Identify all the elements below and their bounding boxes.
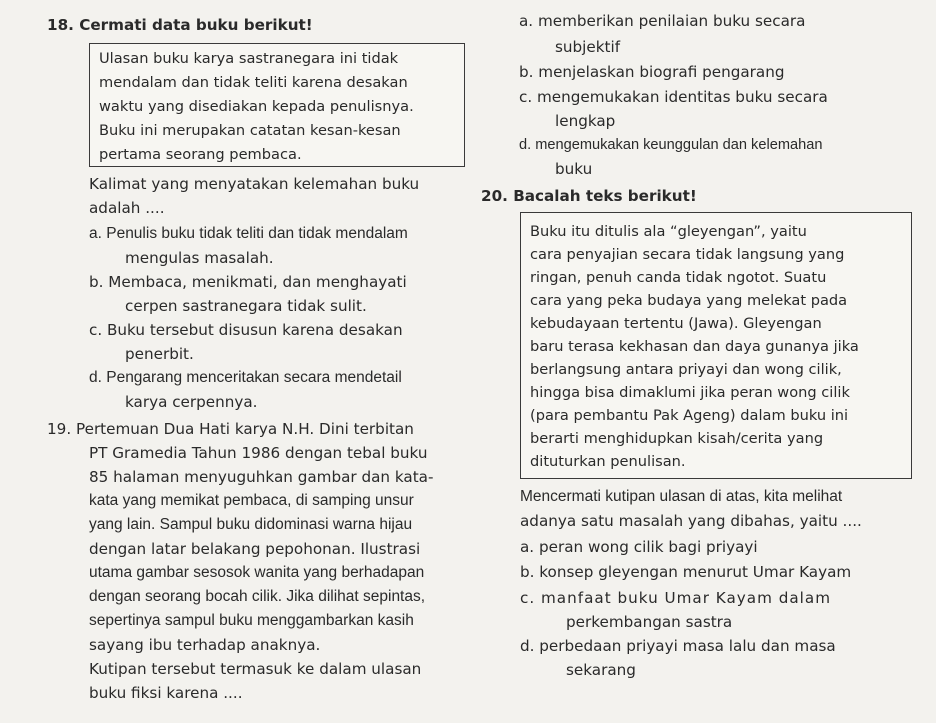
q18-excerpt-line: Ulasan buku karya sastranegara ini tidak xyxy=(99,50,399,67)
q20-excerpt-line: ringan, penuh canda tidak ngotot. Suatu xyxy=(530,269,827,286)
q19-option-d-cont: buku xyxy=(555,160,593,178)
q18-option-c[interactable]: c. Buku tersebut disusun karena desakan xyxy=(89,321,403,339)
q20-excerpt-line: dituturkan penulisan. xyxy=(530,453,686,470)
q20-option-c-cont: perkembangan sastra xyxy=(566,613,733,631)
q19-text: utama gambar sesosok wanita yang berhadapan xyxy=(89,564,425,581)
q20-excerpt-line: cara penyajian secara tidak langsung yang xyxy=(530,246,845,263)
q18-option-a-cont: mengulas masalah. xyxy=(125,249,274,267)
q19-text: Kutipan tersebut termasuk ke dalam ulasan xyxy=(89,660,422,678)
question-20-heading: 20. Bacalah teks berikut! xyxy=(481,187,697,205)
q20-excerpt-line: baru terasa kekhasan dan daya gunanya jika xyxy=(530,338,859,355)
q20-excerpt-line: (para pembantu Pak Ageng) dalam buku ini xyxy=(530,407,849,424)
q19-option-c-cont: lengkap xyxy=(555,112,616,130)
q20-stem: Mencermati kutipan ulasan di atas, kita melihat xyxy=(520,488,843,505)
q20-option-a[interactable]: a. peran wong cilik bagi priyayi xyxy=(520,538,758,556)
q20-excerpt-line: berarti menghidupkan kisah/cerita yang xyxy=(530,430,824,447)
question-18-heading: 18. Cermati data buku berikut! xyxy=(47,16,313,34)
q19-text: dengan latar belakang pepohonan. Ilustrasi xyxy=(89,540,421,558)
q20-excerpt-line: berlangsung antara priyayi dan wong cilik, xyxy=(530,361,842,378)
q18-option-b-cont: cerpen sastranegara tidak sulit. xyxy=(125,297,367,315)
q18-excerpt-line: Buku ini merupakan catatan kesan-kesan xyxy=(99,122,401,139)
q18-option-c-cont: penerbit. xyxy=(125,345,194,363)
q18-excerpt-line: pertama seorang pembaca. xyxy=(99,146,302,163)
q18-excerpt-line: mendalam dan tidak teliti karena desakan xyxy=(99,74,408,91)
q18-stem: adalah .... xyxy=(89,199,165,217)
q19-text: PT Gramedia Tahun 1986 dengan tebal buku xyxy=(89,444,428,462)
q19-text: buku fiksi karena .... xyxy=(89,684,243,702)
q19-option-b[interactable]: b. menjelaskan biografi pengarang xyxy=(519,63,785,81)
q20-excerpt-line: cara yang peka budaya yang melekat pada xyxy=(530,292,848,309)
q20-option-d[interactable]: d. perbedaan priyayi masa lalu dan masa xyxy=(520,637,836,655)
q19-text: sayang ibu terhadap anaknya. xyxy=(89,636,321,654)
q19-option-a-cont: subjektif xyxy=(555,38,621,56)
q19-text: yang lain. Sampul buku didominasi warna hijau xyxy=(89,516,413,533)
q18-stem: Kalimat yang menyatakan kelemahan buku xyxy=(89,175,420,193)
q20-option-d-cont: sekarang xyxy=(566,661,636,679)
q20-excerpt-line: Buku itu ditulis ala “gleyengan”, yaitu xyxy=(530,223,807,240)
q20-option-c[interactable]: c. manfaat buku Umar Kayam dalam xyxy=(520,589,831,607)
q18-option-d-cont: karya cerpennya. xyxy=(125,393,258,411)
q19-text: dengan seorang bocah cilik. Jika dilihat sepintas, xyxy=(89,588,426,605)
q18-excerpt-line: waktu yang disediakan kepada penulisnya. xyxy=(99,98,414,115)
q19-option-c[interactable]: c. mengemukakan identitas buku secara xyxy=(519,88,828,106)
q20-option-b[interactable]: b. konsep gleyengan menurut Umar Kayam xyxy=(520,563,852,581)
q19-text: sepertinya sampul buku menggambarkan kasih xyxy=(89,612,414,629)
q19-text: kata yang memikat pembaca, di samping unsur xyxy=(89,492,414,509)
q18-option-b[interactable]: b. Membaca, menikmati, dan menghayati xyxy=(89,273,407,291)
q18-option-d[interactable]: d. Pengarang menceritakan secara mendetail xyxy=(89,369,402,386)
q19-option-d[interactable]: d. mengemukakan keunggulan dan kelemahan xyxy=(519,137,823,153)
q19-text: 85 halaman menyuguhkan gambar dan kata- xyxy=(89,468,434,486)
q18-option-a[interactable]: a. Penulis buku tidak teliti dan tidak mendalam xyxy=(89,225,408,242)
q20-excerpt-line: hingga bisa dimaklumi jika peran wong cilik xyxy=(530,384,850,401)
q20-excerpt-line: kebudayaan tertentu (Jawa). Gleyengan xyxy=(530,315,822,332)
q20-stem: adanya satu masalah yang dibahas, yaitu .... xyxy=(520,512,862,530)
q19-option-a[interactable]: a. memberikan penilaian buku secara xyxy=(519,12,806,30)
q19-text: 19. Pertemuan Dua Hati karya N.H. Dini terbitan xyxy=(47,420,414,438)
